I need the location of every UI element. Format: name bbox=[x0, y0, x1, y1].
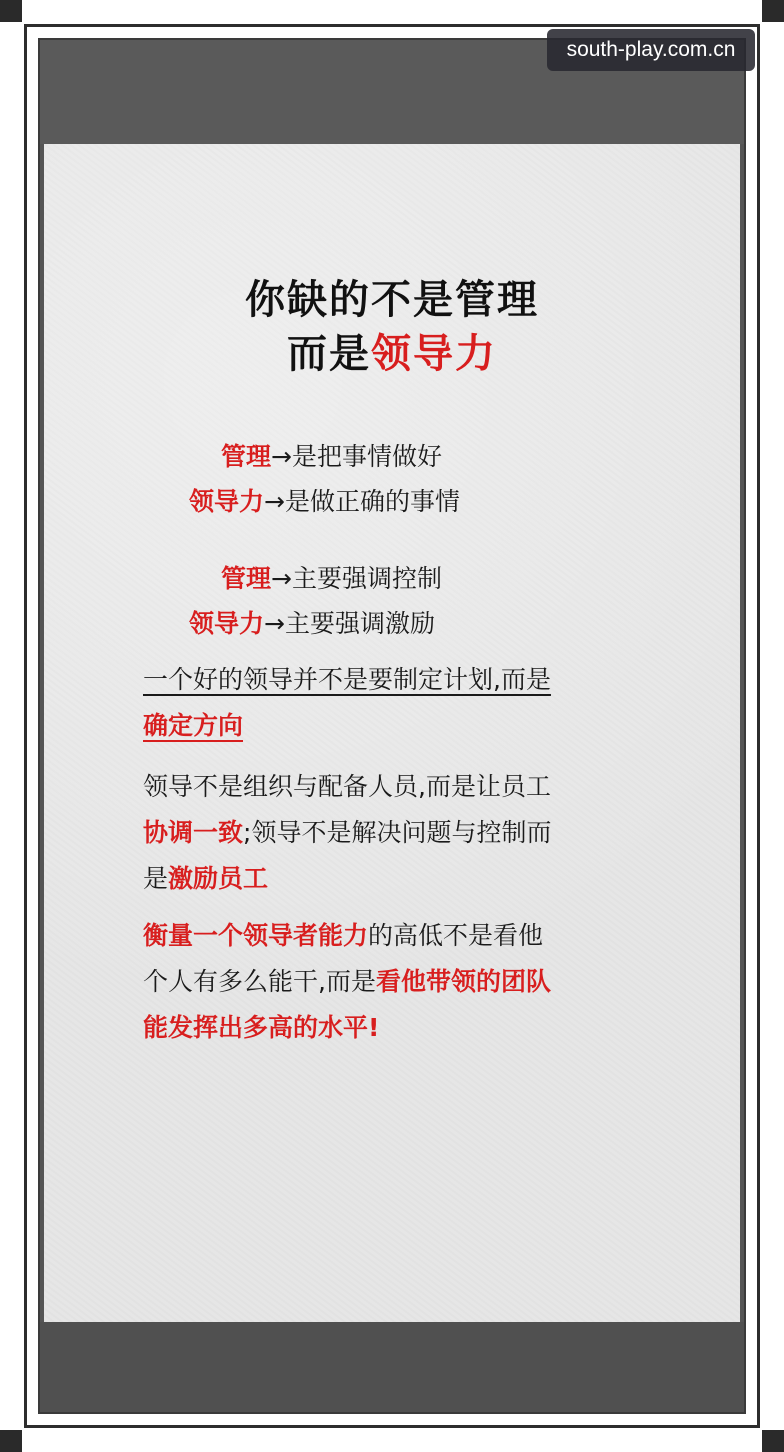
corner-mark-top-left bbox=[0, 0, 22, 22]
pair-1-key: 管理 bbox=[221, 442, 272, 471]
para3-d: 看他带领的团队 bbox=[375, 967, 551, 996]
pair-3-text: →主要强调控制 bbox=[271, 564, 442, 593]
pair-2-text: →是做正确的事情 bbox=[264, 487, 460, 516]
title-line-1: 你缺的不是管理 bbox=[245, 277, 539, 323]
pair-3-key: 管理 bbox=[221, 564, 272, 593]
pair-1 bbox=[221, 437, 442, 473]
para3-a: 衡量一个领导者能力 bbox=[143, 921, 369, 950]
bottom-dark-band bbox=[40, 1322, 744, 1412]
para1-highlight: 确定方向 bbox=[143, 711, 244, 740]
para1-text: 一个好的领导并不是要制定计划,而是 bbox=[143, 665, 551, 694]
paragraph-measure bbox=[143, 913, 623, 1051]
para2-e: 激励员工 bbox=[168, 864, 269, 893]
paragraph-coordinate bbox=[143, 764, 623, 902]
pair-1-text: →是把事情做好 bbox=[271, 442, 442, 471]
title-highlight: 领导力 bbox=[371, 331, 497, 377]
corner-mark-top-right bbox=[762, 0, 784, 22]
pair-4-key: 领导力 bbox=[189, 609, 265, 638]
watermark-badge: south-play.com.cn bbox=[547, 29, 755, 71]
pair-2 bbox=[189, 482, 460, 518]
para3-b: 的高低不是看他 bbox=[368, 921, 544, 950]
para2-c: ;领导不是解决问题与控制而 bbox=[243, 818, 552, 847]
pair-4-text: →主要强调激励 bbox=[264, 609, 435, 638]
para3-e: 能发挥出多高的水平! bbox=[143, 1013, 380, 1042]
para2-a: 领导不是组织与配备人员,而是让员工 bbox=[143, 772, 551, 801]
para2-d: 是 bbox=[143, 864, 169, 893]
para3-c: 个人有多么能干,而是 bbox=[143, 967, 376, 996]
pair-3 bbox=[221, 559, 442, 595]
pair-2-key: 领导力 bbox=[189, 487, 265, 516]
corner-mark-bottom-right bbox=[762, 1430, 784, 1452]
pair-4 bbox=[189, 604, 435, 640]
corner-mark-bottom-left bbox=[0, 1430, 22, 1452]
para2-b: 协调一致 bbox=[143, 818, 244, 847]
paragraph-direction bbox=[143, 657, 623, 749]
title-line-2 bbox=[0, 322, 784, 379]
title-plain: 而是 bbox=[287, 331, 371, 377]
